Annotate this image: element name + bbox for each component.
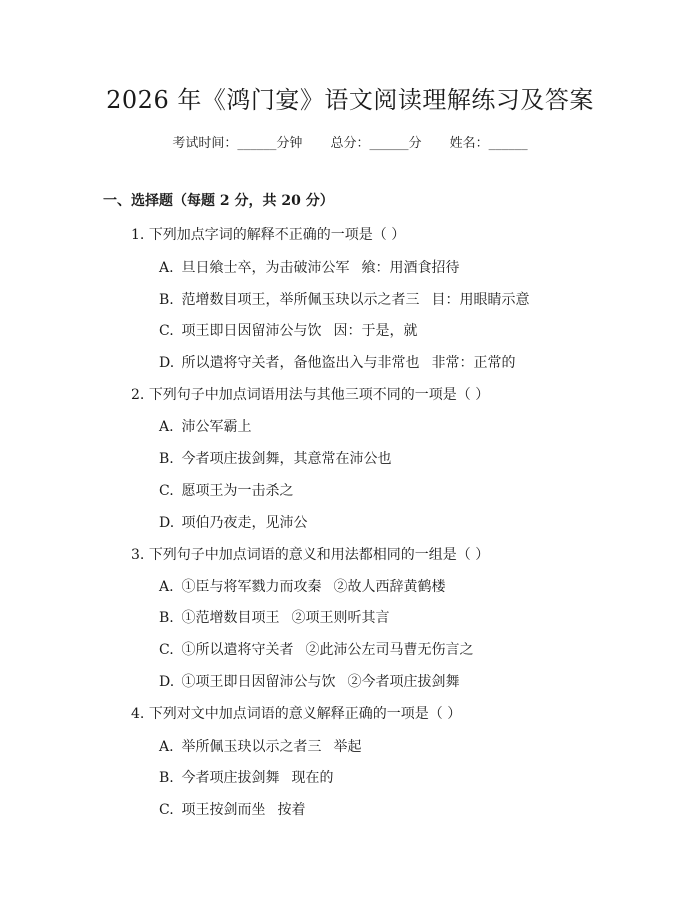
option-letter: B.: [159, 610, 174, 626]
question-2-option-c: [159, 480, 293, 500]
option-text: 旦日飨士卒，为击破沛公军: [181, 260, 350, 276]
exam-info-line: [0, 132, 700, 151]
option-note: 因：于是，就: [333, 323, 418, 339]
option-note: ②此沛公左司马曹无伤言之: [305, 642, 474, 658]
question-2-option-d: [159, 512, 307, 532]
document-title: 2026 年《鸿门宴》语文阅读理解练习及答案: [106, 86, 594, 114]
option-letter: B.: [159, 770, 174, 786]
option-note: ②今者项庄拔剑舞: [347, 674, 460, 690]
option-text: 沛公军霸上: [181, 419, 252, 435]
option-text: ①所以遣将守关者: [181, 642, 294, 658]
question-3: [131, 544, 489, 564]
option-text: ①范增数目项王: [181, 610, 280, 626]
option-letter: B.: [159, 292, 174, 308]
question-number: 3.: [131, 547, 145, 563]
option-note: 飨：用酒食招待: [361, 260, 460, 276]
question-number: 4.: [131, 706, 145, 722]
option-text: ①项王即日因留沛公与饮: [181, 674, 336, 690]
question-4-option-a: [159, 736, 361, 756]
section-heading: 一、选择题（每题 2 分，共 20 分）: [103, 193, 334, 209]
option-text: 今者项庄拔剑舞，其意常在沛公也: [181, 451, 392, 467]
option-letter: D.: [159, 515, 175, 531]
question-number: 1.: [131, 227, 145, 243]
question-text: 下列句子中加点词语的意义和用法都相同的一组是（ ）: [148, 547, 490, 563]
question-3-option-a: [159, 576, 445, 596]
option-letter: A.: [159, 579, 174, 595]
question-1-option-d: [159, 352, 515, 372]
question-1: [131, 224, 405, 244]
question-4-option-b: [159, 767, 333, 787]
question-4-option-c: [159, 799, 305, 819]
question-3-option-d: [159, 671, 459, 691]
option-letter: A.: [159, 419, 174, 435]
option-letter: A.: [159, 739, 174, 755]
option-note: ②故人西辞黄鹤楼: [333, 579, 446, 595]
question-2-option-a: [159, 416, 251, 436]
option-letter: A.: [159, 260, 174, 276]
question-2: [131, 384, 489, 404]
option-note: ②项王则听其言: [291, 610, 390, 626]
option-note: 按着: [277, 802, 306, 818]
option-letter: B.: [159, 451, 174, 467]
question-3-option-b: [159, 607, 389, 627]
option-letter: C.: [159, 642, 174, 658]
question-text: 下列加点字词的解释不正确的一项是（ ）: [148, 227, 406, 243]
option-letter: D.: [159, 355, 175, 371]
option-note: 目：用眼睛示意: [431, 292, 530, 308]
option-note: 举起: [333, 739, 362, 755]
question-1-option-c: [159, 320, 417, 340]
option-letter: C.: [159, 802, 174, 818]
question-text: 下列句子中加点词语用法与其他三项不同的一项是（ ）: [148, 387, 490, 403]
option-note: 现在的: [291, 770, 334, 786]
exam-time-field: 考试时间：______分钟: [172, 136, 303, 151]
question-2-option-b: [159, 448, 391, 468]
question-text: 下列对文中加点词语的意义解释正确的一项是（ ）: [148, 706, 462, 722]
question-3-option-c: [159, 639, 473, 659]
option-text: 举所佩玉玦以示之者三: [181, 739, 322, 755]
question-4: [131, 703, 461, 723]
option-text: 项王按剑而坐: [181, 802, 266, 818]
option-note: 非常：正常的: [431, 355, 516, 371]
total-score-field: 总分：______分: [330, 136, 422, 151]
option-text: 今者项庄拔剑舞: [181, 770, 280, 786]
question-number: 2.: [131, 387, 145, 403]
option-text: ①臣与将军戮力而攻秦: [181, 579, 322, 595]
option-text: 项王即日因留沛公与饮: [181, 323, 322, 339]
option-text: 所以遣将守关者，备他盗出入与非常也: [181, 355, 420, 371]
option-letter: C.: [159, 483, 174, 499]
option-text: 项伯乃夜走，见沛公: [181, 515, 308, 531]
option-text: 范增数目项王，举所佩玉玦以示之者三: [181, 292, 420, 308]
question-1-option-b: [159, 289, 529, 309]
question-1-option-a: [159, 257, 459, 277]
option-letter: C.: [159, 323, 174, 339]
student-name-field: 姓名：______: [449, 136, 528, 151]
option-letter: D.: [159, 674, 175, 690]
option-text: 愿项王为一击杀之: [181, 483, 294, 499]
